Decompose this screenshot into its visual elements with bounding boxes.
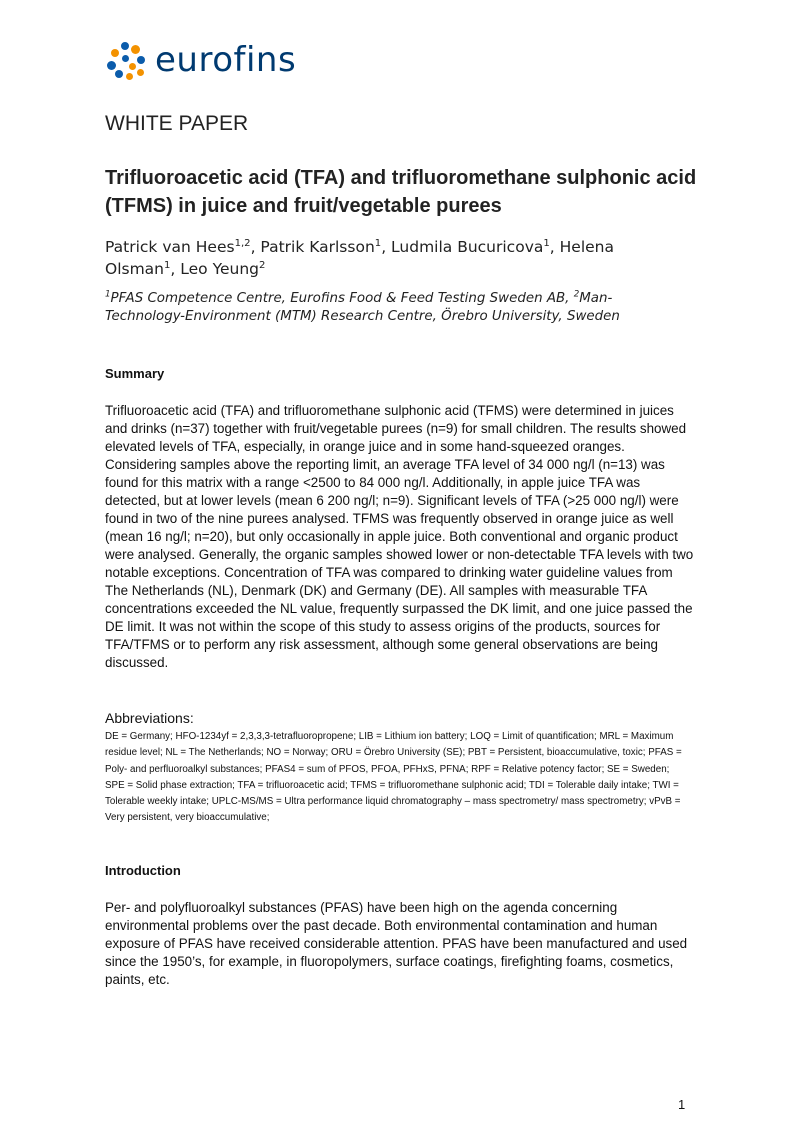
abbreviations-heading: Abbreviations:: [105, 710, 194, 726]
paper-title: Trifluoroacetic acid (TFA) and trifluoromethane sulphonic acid (TFMS) in juice and fruit/vegetable purees: [105, 167, 697, 217]
logo-wordmark: eurofins: [155, 40, 297, 80]
affiliations: $^1$PFAS Competence Centre, Eurofins Food & Feed Testing Sweden AB, $^2$Man-Technology-Environment (MTM) Research Centre, Örebro University, Sweden: [105, 289, 620, 324]
eurofins-logo: [107, 40, 296, 84]
introduction-heading: Introduction: [105, 863, 181, 878]
page-number: 1: [678, 1097, 686, 1112]
abbreviations-text: DE = Germany; HFO-1234yf = 2,3,3,3-tetrafluoropropene; LIB = Lithium ion battery; LOQ = Limit of quantification; MRL = Maximum residue level; NL = The Netherlands; NO = Norway; ORU = Örebro University (SE); PBT = Persistent, bioaccumulative, toxic; PFAS = Poly- and perfluoroalkyl substances; PFAS4 = sum of PFOS, PFOA, PFHxS, PFNA; RPF = Relative potency factor; SE = Sweden; SPE = Solid phase extraction; TFA = trifluoroacetic acid; TFMS = trifluoromethane sulphonic acid; TDI = Tolerable daily intake; TWI = Tolerable weekly intake; UPLC-MS/MS = Ultra performance liquid chromatography – mass spectrometry/ mass spectrometry; vPvB = Very persistent, very bioaccumulative;: [105, 731, 682, 824]
summary-text: Trifluoroacetic acid (TFA) and trifluoromethane sulphonic acid (TFMS) were determined in juices and drinks (n=37) together with fruit/vegetable purees (n=9) for small children. The results showed elevated levels of TFA, especially, in orange juice and in some hand-squeezed oranges. Considering samples above the reporting limit, an average TFA level of 34 000 ng/l (n=13) was found for this matrix with a range <2500 to 84 000 ng/l. Additionally, in apple juice TFA was detected, but at lower levels (mean 6 200 ng/l; n=9). Significant levels of TFA (>25 000 ng/l) were found in two of the nine purees analysed. TFMS was frequently observed in orange juice as well (mean 16 ng/l; n=20), but only occasionally in apple juice. Both conventional and organic product were analysed. Generally, the organic samples showed lower or non-detectable TFA levels with two notable exceptions. Concentration of TFA was compared to drinking water guideline values from The Netherlands (NL), Denmark (DK) and Germany (DE). All samples with measurable TFA concentrations exceeded the NL value, frequently surpassed the DK limit, and one juice passed the DE limit. It was not within the scope of this study to assess origins of the products, sources for TFA/TFMS or to perform any risk assessment, although some general observations are being discussed.: [105, 403, 694, 670]
introduction-text: Per- and polyfluoroalkyl substances (PFAS) have been high on the agenda concerning environmental problems over the past decade. Both environmental contamination and human exposure of PFAS have received considerable attention. PFAS have been manufactured and used since the 1950’s, for example, in fluoropolymers, surface coatings, firefighting foams, cosmetics, paints, etc.: [105, 900, 688, 987]
eurofins-dots-icon: [107, 42, 147, 82]
summary-heading: Summary: [105, 366, 165, 381]
document-type: WHITE PAPER: [105, 112, 249, 135]
author-list: Patrick van Hees$^{1,2}$, Patrik Karlsson$^1$, Ludmila Bucuricova$^1$, Helena Olsman$^1$, Leo Yeung$^2$: [105, 237, 614, 278]
